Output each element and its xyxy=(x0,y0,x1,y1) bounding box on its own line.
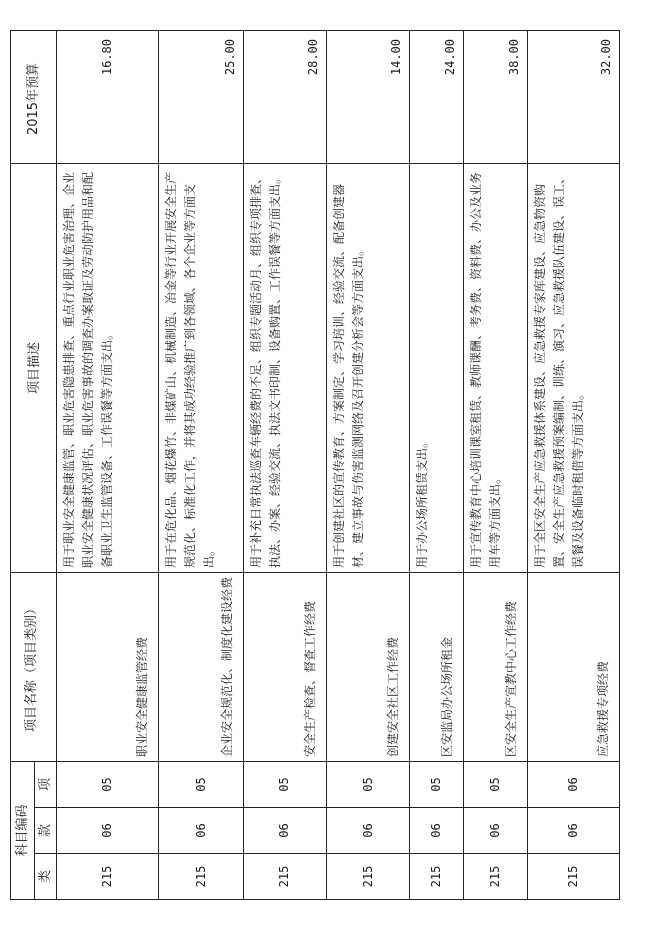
cell-lei: 215 xyxy=(527,854,619,900)
cell-budget: 32.00 xyxy=(527,31,619,164)
cell-xiang: 05 xyxy=(57,762,159,808)
header-xiang: 项 xyxy=(35,762,57,808)
cell-xiang: 05 xyxy=(463,762,527,808)
cell-project-name: 企业安全规范化、制度化建设经费 xyxy=(159,573,243,762)
cell-budget: 24.00 xyxy=(410,31,464,164)
cell-project-name: 职业安全健康监管经费 xyxy=(57,573,159,762)
cell-project-desc: 用于宣传教育中心培训课室租赁、教师课酬、考务费、资料费、办公及业务用车等方面支出。 xyxy=(463,164,527,573)
header-project-desc: 项目描述 xyxy=(11,164,57,573)
cell-project-name: 应急救援专项经费 xyxy=(527,573,619,762)
cell-xiang: 05 xyxy=(243,762,326,808)
cell-kuan: 06 xyxy=(463,808,527,854)
table-row xyxy=(410,31,464,900)
header-subject-code: 科目编码 xyxy=(11,762,35,900)
cell-lei: 215 xyxy=(243,854,326,900)
cell-budget: 28.00 xyxy=(243,31,326,164)
cell-budget: 16.80 xyxy=(57,31,159,164)
cell-project-desc: 用于办公场所租赁支出。 xyxy=(410,164,464,573)
cell-project-desc: 用于职业安全健康监管、职业危害隐患排查、重点行业职业危害治理、企业职业安全健康状况评估、职业危害事故的调查办案取证及劳动防护用品和配备职业卫生监管设备、工作误餐等方面支出。 xyxy=(57,164,159,573)
cell-project-name: 区安全生产宣教中心工作经费 xyxy=(463,573,527,762)
cell-xiang: 05 xyxy=(410,762,464,808)
cell-project-desc: 用于创建社区的宣传教育、方案制定、学习培训、经验交流、配备创建器材、建立事故与伤害监测网络及召开创建分析会等方面支出。 xyxy=(326,164,409,573)
cell-lei: 215 xyxy=(57,854,159,900)
cell-kuan: 06 xyxy=(57,808,159,854)
cell-kuan: 06 xyxy=(527,808,619,854)
cell-project-name: 创建安全社区工作经费 xyxy=(326,573,409,762)
cell-kuan: 06 xyxy=(326,808,409,854)
cell-budget: 25.00 xyxy=(159,31,243,164)
budget-table xyxy=(10,30,620,900)
header-budget: 2015年预算 xyxy=(11,31,57,164)
header-kuan: 款 xyxy=(35,808,57,854)
header-row-1 xyxy=(11,31,35,900)
cell-lei: 215 xyxy=(326,854,409,900)
cell-lei: 215 xyxy=(410,854,464,900)
cell-budget: 38.00 xyxy=(463,31,527,164)
cell-project-desc: 用于全区安全生产应急救援体系建设、应急救援专家库建设、应急物资购置、安全生产应急救援预案编制、训练、演习、应急救援队伍建设、误工、误餐及设备临时租借等方面支出。 xyxy=(527,164,619,573)
cell-kuan: 06 xyxy=(243,808,326,854)
cell-project-desc: 用于补充日常执法巡查车辆经费的不足、组织专题活动月、组织专项排查、执法、办案、经验交流、执法文书印制、设备购置、工作误餐等方面支出。 xyxy=(243,164,326,573)
cell-project-desc: 用于在危化品、烟花爆竹、非煤矿山、机械制造、冶金等行业开展安全生产规范化、标准化工作，并将其成功经验推广到各领域、各个企业等方面支出。 xyxy=(159,164,243,573)
cell-kuan: 06 xyxy=(410,808,464,854)
cell-kuan: 06 xyxy=(159,808,243,854)
header-project-name: 项目名称（项目类别） xyxy=(11,573,57,762)
table-row xyxy=(463,31,527,900)
cell-xiang: 05 xyxy=(159,762,243,808)
header-lei: 类 xyxy=(35,854,57,900)
cell-project-name: 区安监局办公场所租金 xyxy=(410,573,464,762)
table-row xyxy=(527,31,619,900)
table-row xyxy=(159,31,243,900)
cell-budget: 14.00 xyxy=(326,31,409,164)
rotated-table-container xyxy=(10,30,620,900)
cell-lei: 215 xyxy=(463,854,527,900)
cell-lei: 215 xyxy=(159,854,243,900)
cell-xiang: 06 xyxy=(527,762,619,808)
table-row xyxy=(57,31,159,900)
cell-project-name: 安全生产检查、督查工作经费 xyxy=(243,573,326,762)
cell-xiang: 05 xyxy=(326,762,409,808)
table-row xyxy=(326,31,409,900)
table-row xyxy=(243,31,326,900)
